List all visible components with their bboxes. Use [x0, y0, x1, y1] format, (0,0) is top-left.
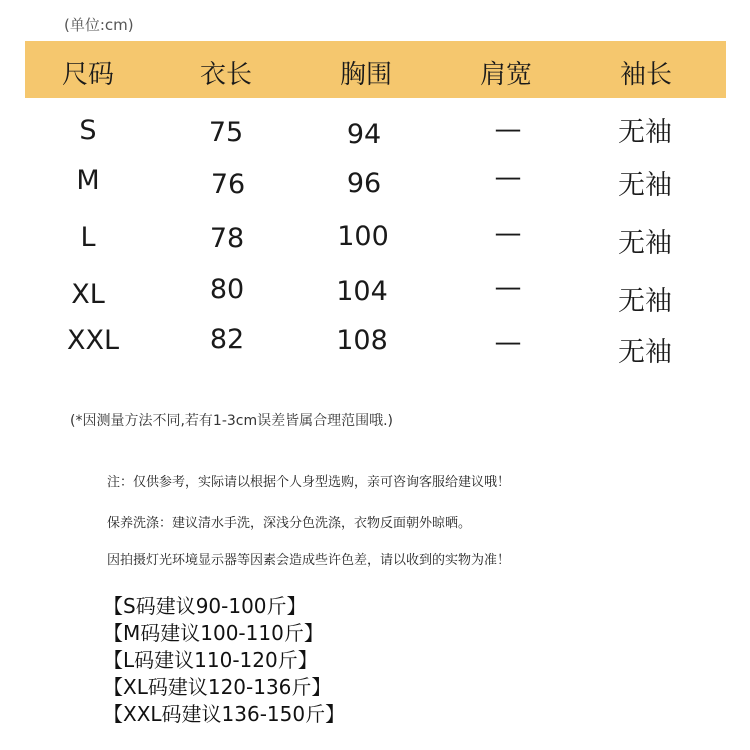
- measurement-note: (*因测量方法不同,若有1-3cm误差皆属合理范围哦.): [70, 413, 394, 429]
- row-m-length: 76: [210, 169, 246, 200]
- row-xxl-chest: 108: [336, 325, 388, 356]
- row-xxl-length: 82: [209, 324, 245, 355]
- header-size: 尺码: [61, 60, 115, 90]
- row-m-shoulder: —: [494, 162, 522, 193]
- row-l-length: 78: [209, 223, 245, 254]
- row-xxl-sleeve: 无袖: [618, 337, 672, 368]
- row-xl-chest: 104: [336, 276, 388, 307]
- row-l-size: L: [80, 222, 96, 253]
- row-l-chest: 100: [337, 221, 389, 252]
- tip-color: 因拍摄灯光环境显示器等因素会造成些许色差，请以收到的实物为准！: [107, 553, 511, 568]
- recommendation-m: 【M码建议100-110斤】: [103, 621, 324, 645]
- tip-reference: 注：仅供参考，实际请以根据个人身型选购，亲可咨询客服给建议哦！: [107, 475, 511, 490]
- header-shoulder: 肩宽: [479, 60, 533, 90]
- row-s-shoulder: —: [494, 114, 522, 145]
- unit-label: (单位:cm): [64, 16, 134, 34]
- recommendation-xxl: 【XXL码建议136-150斤】: [103, 702, 346, 726]
- header-chest: 胸围: [339, 60, 393, 90]
- row-s-length: 75: [208, 117, 244, 148]
- header-sleeve: 袖长: [619, 60, 673, 90]
- header-length: 衣长: [199, 60, 253, 90]
- row-m-size: M: [76, 165, 100, 196]
- recommendation-xl: 【XL码建议120-136斤】: [103, 675, 332, 699]
- row-s-size: S: [79, 115, 97, 146]
- recommendation-s: 【S码建议90-100斤】: [103, 594, 307, 618]
- row-s-sleeve: 无袖: [618, 117, 672, 148]
- row-xl-shoulder: —: [494, 272, 522, 303]
- row-m-sleeve: 无袖: [618, 170, 672, 201]
- row-xl-length: 80: [209, 274, 245, 305]
- row-m-chest: 96: [346, 168, 382, 199]
- row-xxl-size: XXL: [66, 325, 120, 356]
- row-xl-sleeve: 无袖: [618, 286, 672, 317]
- row-l-sleeve: 无袖: [618, 228, 672, 259]
- recommendation-l: 【L码建议110-120斤】: [103, 648, 318, 672]
- row-s-chest: 94: [346, 119, 382, 150]
- row-l-shoulder: —: [494, 218, 522, 249]
- row-xl-size: XL: [71, 279, 105, 310]
- tip-washing: 保养洗涤：建议清水手洗，深浅分色洗涤，衣物反面朝外晾晒。: [107, 516, 472, 531]
- row-xxl-shoulder: —: [494, 327, 522, 358]
